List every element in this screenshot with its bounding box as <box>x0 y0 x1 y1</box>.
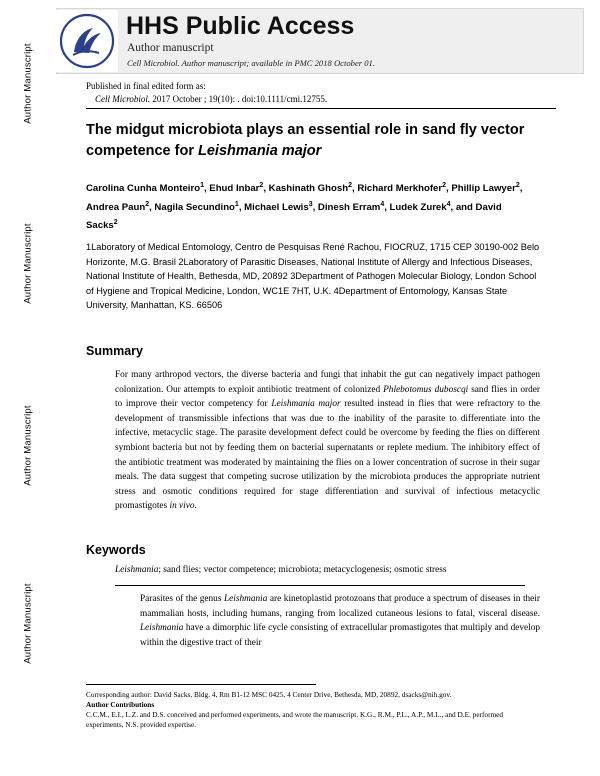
running-head-2: Author Manuscript <box>22 223 34 304</box>
journal-name: Cell Microbiol. <box>95 94 151 104</box>
summary-text: For many arthropod vectors, the diverse bacteria and fungi that inhabit the gut can negatively impact pathogen colonization. Our attempts to exploit antibiotic treatment of colonized Phlebotomus duboscqi sand flies in order to improve their vector competency for Leishmania major resulted instead in flies that were refractory to the development of transmissible infections that was due to the inability of the parasite to differentiate into the infective, metacyclic stage. The parasite development defect could be overcome by feeding the flies on different symbiont bacteria but not by feeding them on bacterial supernatants or replete medium. The inhibitory effect of the antibiotic treatment was moderated by maintaining the flies on a lower concentration of sucrose in their sugar meals. The data suggest that competing sucrose utilization by the microbiota produces the appropriate nutrient stress and osmotic conditions required for stage differentiation and survival of infectious metacyclic promastigotes in vivo. <box>115 370 540 512</box>
hhs-subtitle: Author manuscript <box>127 42 214 54</box>
title-italic-species: Leishmania major <box>198 143 322 159</box>
divider-footnote <box>86 684 316 685</box>
corresponding-author: Corresponding author: David Sacks, Bldg. 4, Rm B1-12 MSC 0425, 4 Center Drive, Bethesda, MD, 20892, dsacks@nih.gov. <box>86 690 452 699</box>
page-title <box>86 120 526 162</box>
intro-paragraph: Parasites of the genus Leishmania are kinetoplastid protozoans that produce a spectrum of diseases in their mammalian hosts, including humans, ranging from localized cutaneous lesions to fatal, visceral disease. Leishmania have a dimorphic life cycle consisting of extracellular promastigotes that multiply and develop within the digestive tract of their <box>140 594 540 648</box>
divider-keywords <box>115 585 525 586</box>
journal-issue: 2017 October ; 19(10): . doi:10.1111/cmi.12755. <box>150 94 328 104</box>
published-citation <box>86 93 556 106</box>
keywords-text: Leishmania; sand flies; vector competence; microbiota; metacyclogenesis; osmotic stress <box>115 565 447 575</box>
summary-heading: Summary <box>86 344 143 358</box>
hhs-citation: Cell Microbiol. Author manuscript; available in PMC 2018 October 01. <box>127 58 376 68</box>
running-head-3: Author Manuscript <box>22 405 34 486</box>
hhs-title: HHS Public Access <box>126 12 355 40</box>
affiliation-list: 1Laboratory of Medical Entomology, Centro de Pesquisas René Rachou, FIOCRUZ, 1715 CEP 30190-002 Belo Horizonte, M.G. Brasil 2Laboratory of Parasitic Diseases, National Institute of Allergy and Infectious Diseases, National Institute of Health, Bethesda, MD, 20892 3Department of Pathogen Molecular Biology, London School of Hygiene and Tropical Medicine, London, WC1E 7HT, U.K. 4Department of Entomology, Kansas State University, Manhattan, KS. 66506 <box>86 242 540 310</box>
published-block <box>86 80 556 106</box>
left-running-head-rail <box>0 0 46 776</box>
author-contributions-text: C.C.M., E.I., L.Z. and D.S. conceived and performed experiments, and wrote the manuscript. K.G., R.M., P.L., A.P., M.L., and D.E. performed experiments, N.S. provided expertise. <box>86 710 504 729</box>
published-label: Published in final edited form as: <box>86 81 206 91</box>
author-list: Carolina Cunha Monteiro$^1$, Ehud Inbar$^2$, Kashinath Ghosh$^2$, Richard Merkhofer$^2$, Phillip Lawyer$^2$, Andrea Paun$^2$, Nagila Secundino$^1$, Michael Lewis$^3$, Dinesh Erram$^4$, Ludek Zurek$^4$, and David Sacks$^2$ <box>86 182 523 232</box>
footnote-block <box>86 690 536 730</box>
running-head-4: Author Manuscript <box>22 583 34 664</box>
divider-top <box>86 108 556 109</box>
running-head-1: Author Manuscript <box>22 43 34 124</box>
keywords-heading: Keywords <box>86 543 146 557</box>
title-text: The midgut microbiota plays an essential role in sand fly vector competence for <box>86 122 525 159</box>
hhs-logo <box>56 10 118 72</box>
author-contributions-heading: Author Contributions <box>86 700 155 709</box>
